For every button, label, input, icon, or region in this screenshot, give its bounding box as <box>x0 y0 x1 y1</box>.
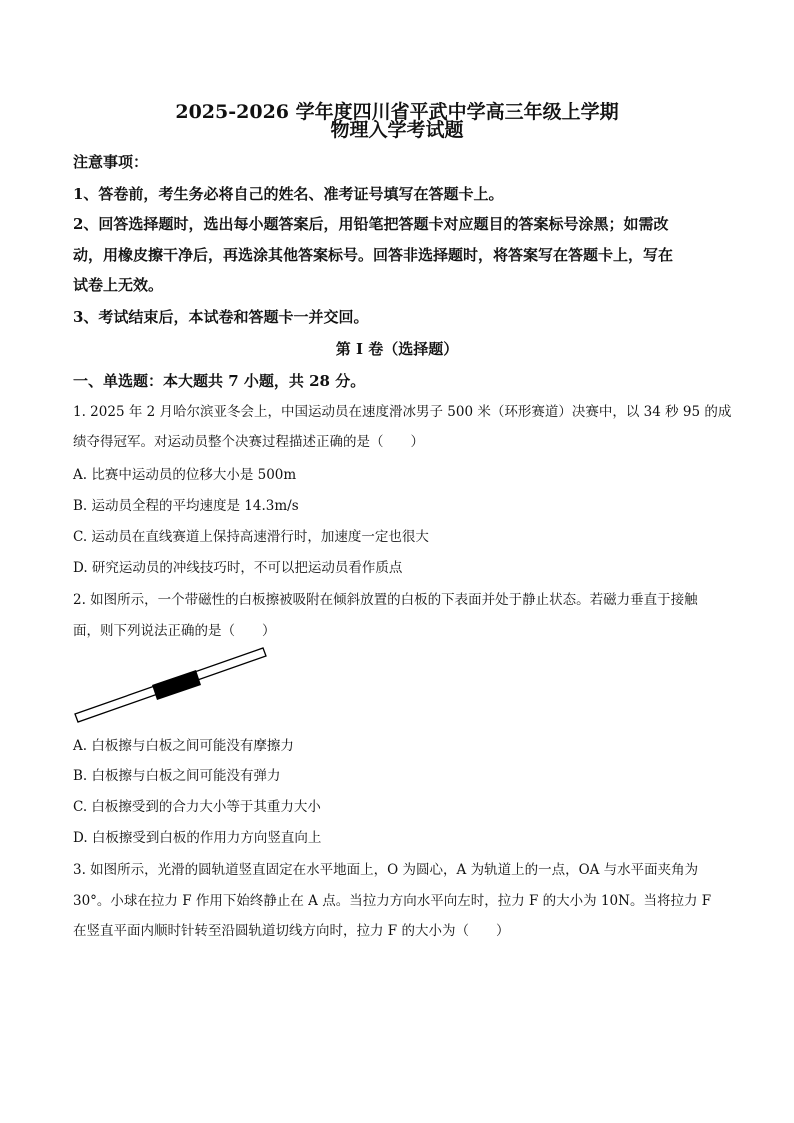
q2-option-b: B. 白板擦与白板之间可能没有弹力 <box>73 768 281 784</box>
q1-stem-line-2: 绩夺得冠军。对运动员整个决赛过程描述正确的是（ ） <box>73 434 424 450</box>
q1-option-a: A. 比赛中运动员的位移大小是 500m <box>73 467 297 483</box>
q1-option-d: D. 研究运动员的冲线技巧时，不可以把运动员看作质点 <box>73 560 403 576</box>
part-heading: 一、单选题：本大题共 7 小题，共 28 分。 <box>73 372 366 390</box>
q3-stem-line-1: 3. 如图所示，光滑的圆轨道竖直固定在水平地面上，O 为圆心，A 为轨道上的一点，OA 与水平面夹角为 <box>73 862 699 878</box>
notice-item-3: 3、考试结束后，本试卷和答题卡一并交回。 <box>73 308 369 326</box>
q2-option-a: A. 白板擦与白板之间可能没有摩擦力 <box>73 738 294 754</box>
q3-stem-line-3: 在竖直平面内顺时针转至沿圆轨道切线方向时，拉力 F 的大小为（ ） <box>73 923 510 939</box>
exam-title: 2025-2026 学年度四川省平武中学高三年级上学期 <box>175 101 619 123</box>
exam-subtitle: 物理入学考试题 <box>330 119 464 141</box>
q2-option-d: D. 白板擦受到白板的作用力方向竖直向上 <box>73 830 322 846</box>
q2-option-c: C. 白板擦受到的合力大小等于其重力大小 <box>73 799 321 815</box>
q2-stem-line-1: 2. 如图所示，一个带磁性的白板擦被吸附在倾斜放置的白板的下表面并处于静止状态。若磁力垂直于接触 <box>73 592 698 608</box>
notice-heading: 注意事项： <box>73 153 149 171</box>
whiteboard-eraser <box>152 670 201 700</box>
notice-item-2-line-3: 试卷上无效。 <box>73 276 164 294</box>
notice-item-2-line-2: 动，用橡皮擦干净后，再选涂其他答案标号。回答非选择题时，将答案写在答题卡上，写在 <box>73 246 674 264</box>
q1-option-c: C. 运动员在直线赛道上保持高速滑行时，加速度一定也很大 <box>73 529 429 545</box>
volume-heading: 第 I 卷（选择题） <box>335 340 459 358</box>
notice-item-1: 1、答卷前，考生务必将自己的姓名、准考证号填写在答题卡上。 <box>73 185 504 203</box>
inclined-whiteboard <box>75 648 266 722</box>
q1-option-b: B. 运动员全程的平均速度是 14.3m/s <box>73 498 299 514</box>
q1-stem-line-1: 1. 2025 年 2 月哈尔滨亚冬会上，中国运动员在速度滑冰男子 500 米（环形赛道）决赛中，以 34 秒 95 的成 <box>73 404 732 420</box>
notice-item-2-line-1: 2、回答选择题时，选出每小题答案后，用铅笔把答题卡对应题目的答案标号涂黑；如需改 <box>73 215 669 233</box>
q2-stem-line-2: 面，则下列说法正确的是（ ） <box>73 623 276 639</box>
q3-stem-line-2: 30°。小球在拉力 F 作用下始终静止在 A 点。当拉力方向水平向左时，拉力 F 的大小为 10N。当将拉力 F <box>73 893 712 909</box>
